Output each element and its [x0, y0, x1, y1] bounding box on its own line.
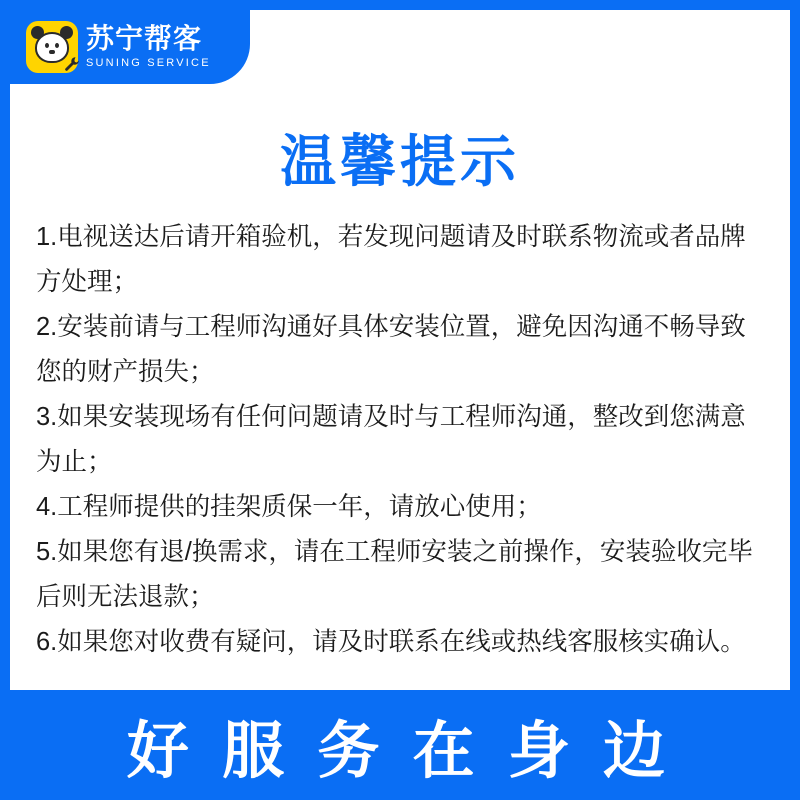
list-item: 1.电视送达后请开箱验机，若发现问题请及时联系物流或者品牌方处理；: [36, 223, 746, 296]
page-title: 温馨提示: [280, 130, 520, 193]
list-item: 3.如果安装现场有任何问题请及时与工程师沟通，整改到您满意为止；: [36, 403, 746, 476]
brand-header: [10, 10, 250, 84]
footer-banner: [0, 690, 800, 800]
brand-name: 苏宁帮客: [86, 23, 203, 54]
bear-eye-left-icon: [45, 43, 49, 48]
brand-text: [86, 25, 211, 69]
brand-subtitle: SUNING SERVICE: [86, 57, 211, 69]
notice-list: [36, 215, 764, 665]
bear-nose-icon: [49, 50, 55, 54]
bear-eye-right-icon: [55, 43, 59, 48]
suning-logo-icon: [26, 21, 78, 73]
list-item: 6.如果您对收费有疑问，请及时联系在线或热线客服核实确认。: [36, 628, 746, 656]
list-item: 2.安装前请与工程师沟通好具体安装位置，避免因沟通不畅导致您的财产损失；: [36, 313, 746, 386]
list-item: 5.如果您有退/换需求，请在工程师安装之前操作，安装验收完毕后则无法退款；: [36, 538, 753, 611]
footer-slogan: 好 服 务 在 身 边: [126, 716, 674, 786]
wrench-icon: [64, 56, 80, 72]
list-item: 4.工程师提供的挂架质保一年，请放心使用；: [36, 493, 542, 521]
notice-card: [10, 10, 790, 690]
